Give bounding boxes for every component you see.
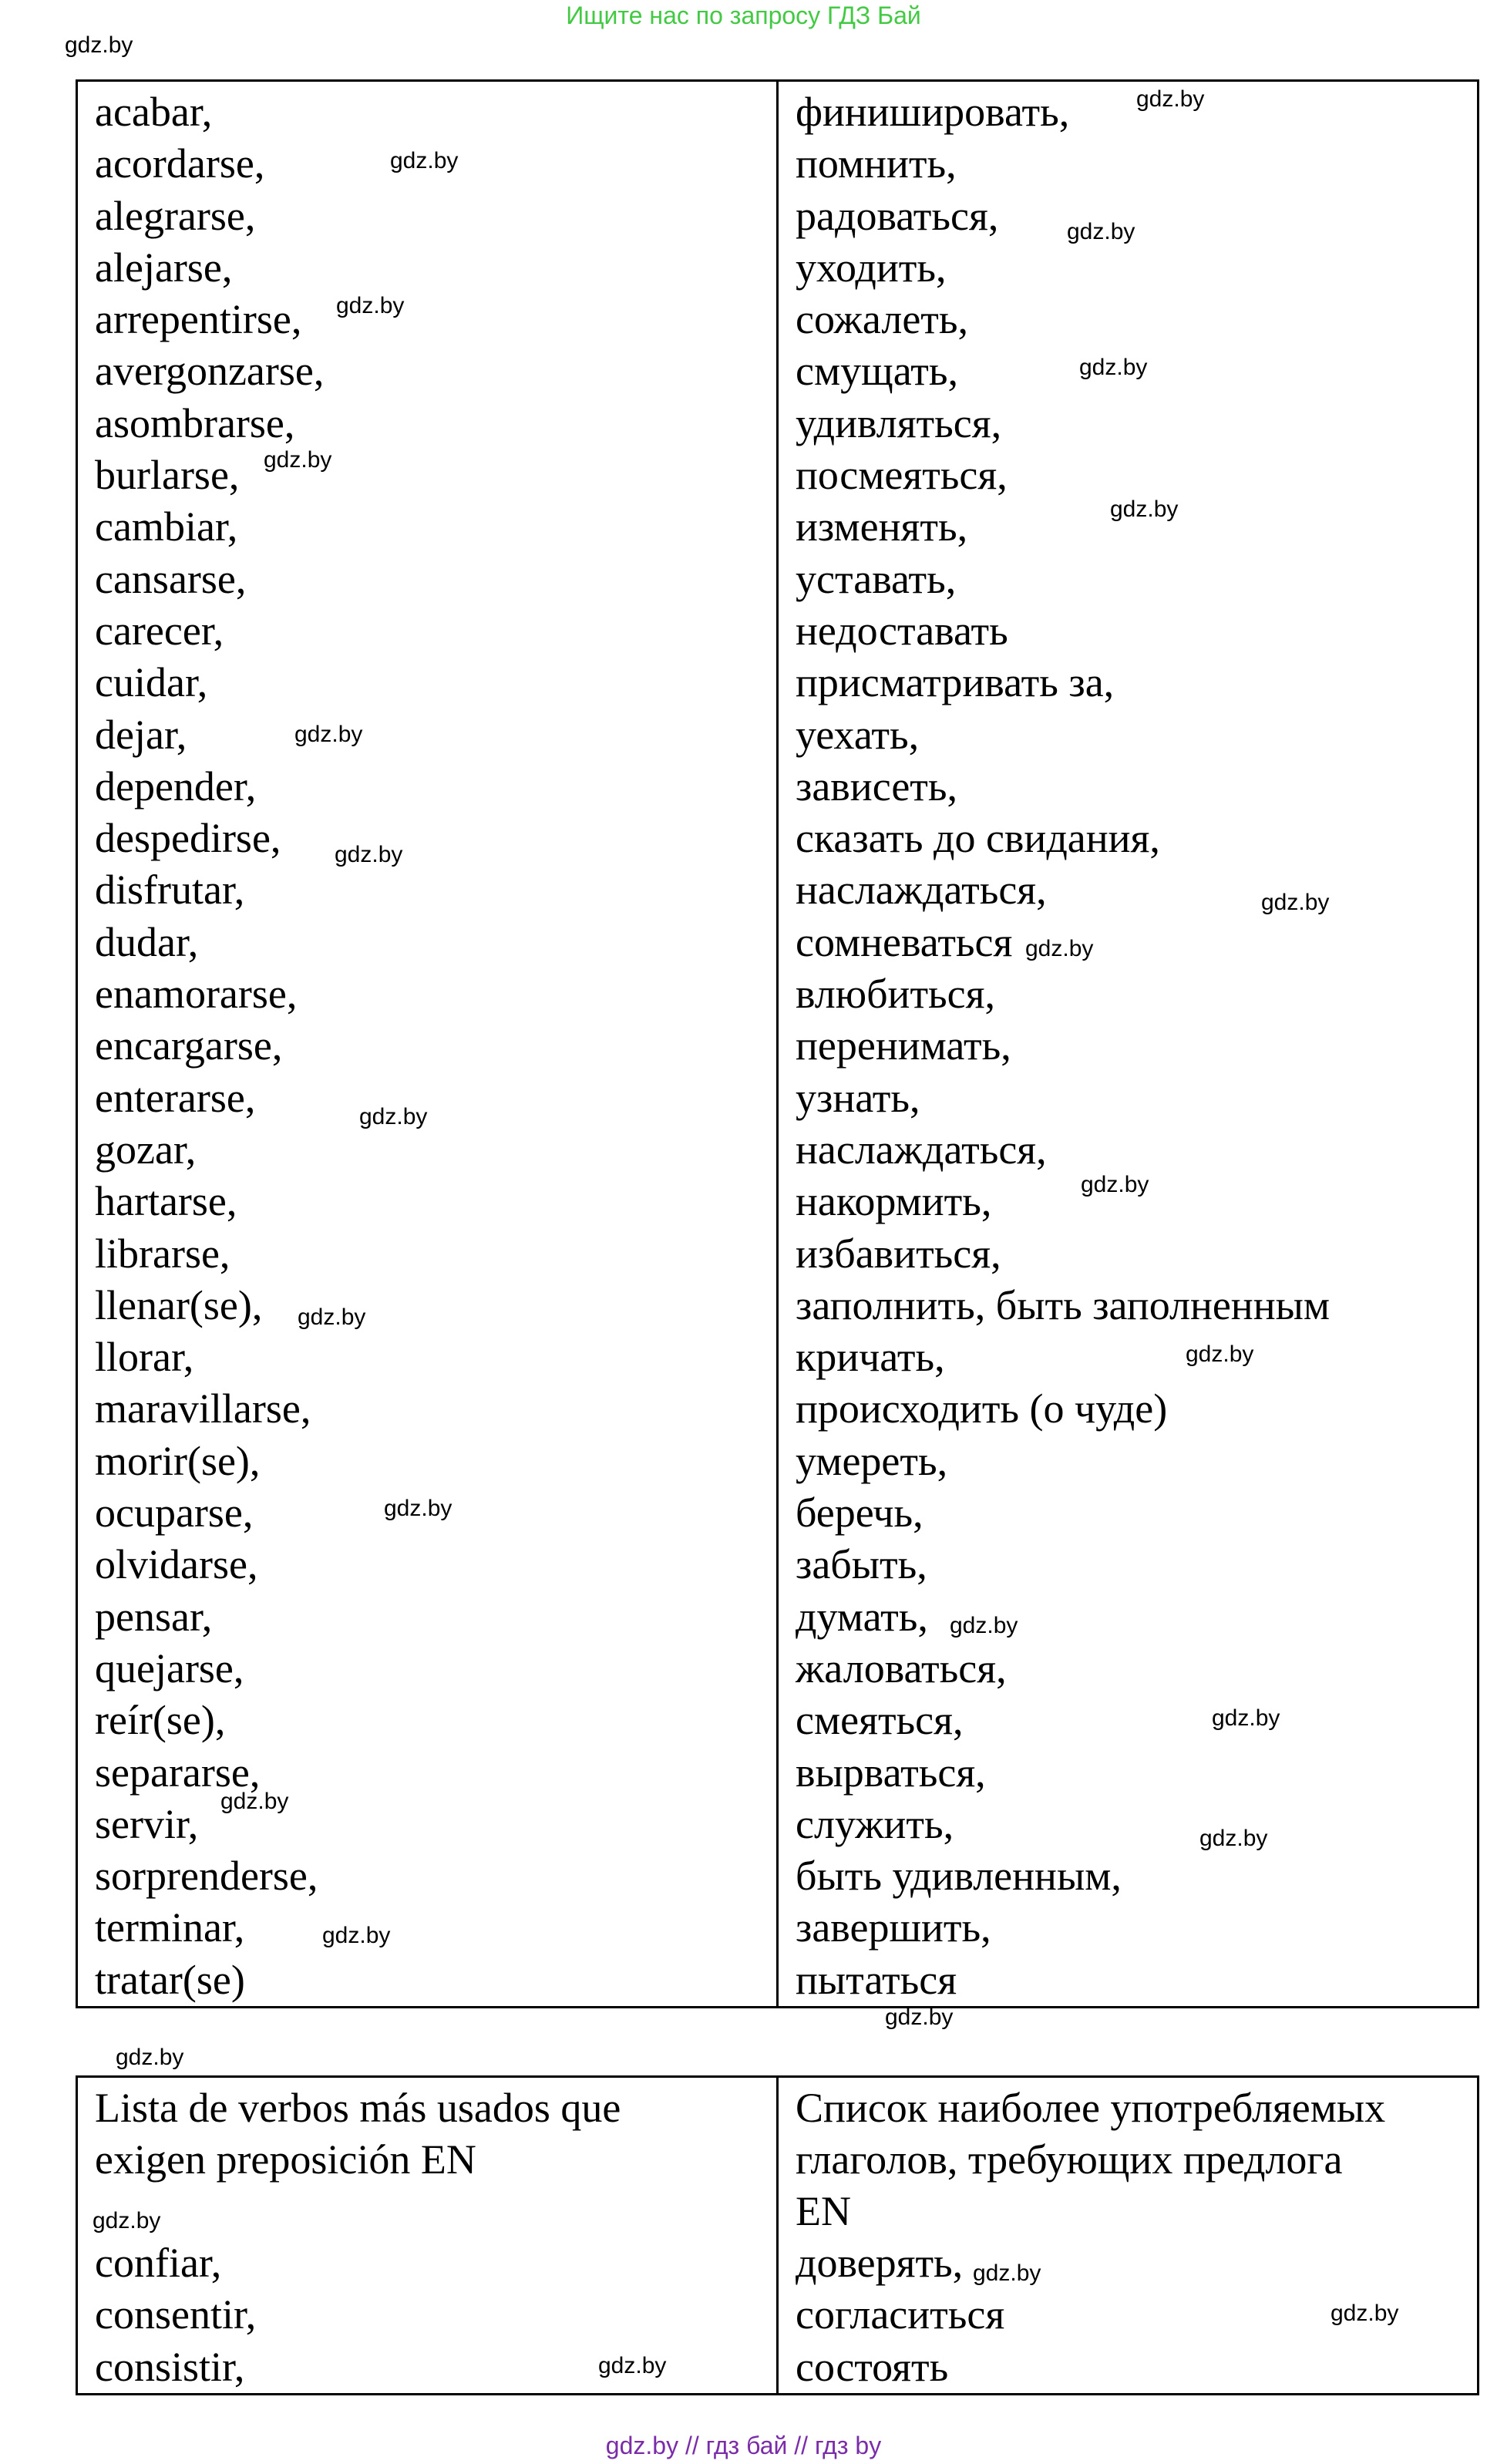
verb-es: cambiar,	[95, 503, 238, 550]
verb-es: morir(se),	[95, 1437, 261, 1484]
verb-ru: доверять,	[796, 2240, 964, 2286]
verb-es: maravillarse,	[95, 1385, 311, 1432]
verb-es: burlarse,	[95, 452, 240, 499]
watermark: gdz.by	[1079, 355, 1148, 380]
verb-ru: накормить,	[796, 1178, 992, 1225]
verb-es: asombrarse,	[95, 399, 295, 446]
verb-es: confiar,	[95, 2240, 222, 2286]
watermark: gdz.by	[336, 293, 405, 318]
verb-es: disfrutar,	[95, 867, 245, 914]
verb-es: dudar,	[95, 918, 199, 965]
verb-es: hartarse,	[95, 1178, 237, 1225]
verb-ru: сомневаться	[796, 918, 1013, 965]
section-heading-line: EN	[796, 2188, 851, 2234]
verb-ru: наслаждаться,	[796, 867, 1047, 914]
watermark: gdz.by	[359, 1104, 428, 1129]
watermark: gdz.by	[384, 1496, 452, 1521]
verb-es: terminar,	[95, 1904, 245, 1951]
section-heading-line: глаголов, требующих предлога	[796, 2136, 1343, 2183]
verb-ru: удивляться,	[796, 399, 1002, 446]
verb-ru: изменять,	[796, 503, 968, 550]
verb-es: acordarse,	[95, 140, 265, 187]
verb-ru: помнить,	[796, 140, 957, 187]
verb-ru: перенимать,	[796, 1022, 1011, 1069]
footer-links[interactable]: gdz.by // гдз бай // гдз by	[605, 2432, 882, 2459]
russian-column	[778, 2077, 1479, 2395]
watermark: gdz.by	[1186, 1341, 1254, 1367]
verb-es: pensar,	[95, 1593, 213, 1640]
watermark: gdz.by	[335, 842, 403, 867]
watermark: gdz.by	[1212, 1705, 1280, 1731]
section-heading-line: exigen preposición EN	[95, 2136, 476, 2183]
verb-es: cansarse,	[95, 555, 247, 602]
verb-ru: влюбиться,	[796, 971, 995, 1018]
verb-ru: радоваться,	[796, 192, 999, 239]
verb-es: reír(se),	[95, 1697, 226, 1744]
verb-es: ocuparse,	[95, 1490, 254, 1537]
watermark: gdz.by	[390, 148, 459, 173]
watermark: gdz.by	[1081, 1172, 1149, 1197]
verb-ru: узнать,	[796, 1074, 920, 1121]
verb-es: separarse,	[95, 1749, 261, 1796]
verb-ru: забыть,	[796, 1541, 927, 1588]
watermark: gdz.by	[950, 1613, 1018, 1638]
verb-ru: присматривать за,	[796, 659, 1115, 706]
verb-ru: завершить,	[796, 1904, 991, 1951]
watermark: gdz.by	[1067, 219, 1135, 244]
verb-ru: быть удивленным,	[796, 1853, 1122, 1900]
verb-es: gozar,	[95, 1126, 197, 1173]
watermark: gdz.by	[116, 2045, 184, 2070]
verb-es: depender,	[95, 762, 257, 810]
en-verbs-table	[76, 2075, 1479, 2395]
verb-ru: уехать,	[796, 711, 920, 758]
verb-ru: вырваться,	[796, 1749, 986, 1796]
verb-ru: служить,	[796, 1800, 954, 1847]
section-heading-line: Список наиболее употребляемых	[796, 2085, 1386, 2131]
verb-ru: происходить (о чуде)	[796, 1385, 1168, 1432]
verb-ru: умереть,	[796, 1437, 948, 1484]
verb-ru: уставать,	[796, 555, 957, 602]
watermark: gdz.by	[1136, 86, 1205, 112]
verb-ru: недоставать	[796, 607, 1008, 654]
verb-ru: жаловаться,	[796, 1644, 1007, 1691]
verb-es: olvidarse,	[95, 1541, 258, 1588]
verb-ru: финишировать,	[796, 89, 1070, 135]
verb-ru: уходить,	[796, 244, 947, 291]
watermark: gdz.by	[1110, 497, 1179, 522]
watermark: gdz.by	[220, 1789, 289, 1814]
verb-es: alegrarse,	[95, 192, 256, 239]
verb-es: arrepentirse,	[95, 296, 302, 343]
verb-es: cuidar,	[95, 659, 208, 706]
verb-ru: сказать до свидания,	[796, 815, 1160, 862]
watermark: gdz.by	[322, 1923, 391, 1948]
watermark: gdz.by	[65, 32, 133, 58]
watermark: gdz.by	[264, 447, 332, 473]
watermark: gdz.by	[298, 1304, 366, 1330]
watermark: gdz.by	[1261, 890, 1330, 915]
watermark: gdz.by	[1331, 2301, 1399, 2326]
spanish-column	[77, 81, 778, 2008]
watermark: gdz.by	[973, 2260, 1041, 2286]
verb-ru: состоять	[796, 2343, 949, 2390]
verb-es: despedirse,	[95, 815, 281, 862]
verb-es: enamorarse,	[95, 971, 298, 1018]
section-heading-line: Lista de verbos más usados que	[95, 2085, 621, 2131]
verb-es: enterarse,	[95, 1074, 256, 1121]
verb-ru: пытаться	[796, 1956, 957, 2003]
verb-es: encargarse,	[95, 1022, 283, 1069]
watermark: gdz.by	[1199, 1826, 1268, 1851]
verb-ru: смеяться,	[796, 1697, 964, 1744]
watermark: gdz.by	[294, 722, 363, 747]
verb-ru: наслаждаться,	[796, 1126, 1047, 1173]
verb-ru: посмеяться,	[796, 452, 1008, 499]
verb-es: consentir,	[95, 2291, 257, 2338]
verb-es: llorar,	[95, 1334, 194, 1381]
verb-ru: заполнить, быть заполненным	[796, 1281, 1331, 1328]
verb-ru: беречь,	[796, 1490, 923, 1537]
verb-es: sorprenderse,	[95, 1853, 318, 1900]
watermark: gdz.by	[598, 2353, 667, 2378]
verb-es: llenar(se),	[95, 1281, 263, 1328]
verb-ru: зависеть,	[796, 762, 958, 810]
verb-es: acabar,	[95, 89, 213, 135]
watermark: gdz.by	[885, 2005, 954, 2030]
verb-es: dejar,	[95, 711, 187, 758]
verb-es: alejarse,	[95, 244, 233, 291]
watermark: gdz.by	[1025, 936, 1094, 961]
verb-es: librarse,	[95, 1230, 230, 1277]
search-banner[interactable]: Ищите нас по запросу ГДЗ Бай	[566, 2, 921, 29]
verb-ru: думать,	[796, 1593, 928, 1640]
spanish-column	[77, 2077, 778, 2395]
verb-es: avergonzarse,	[95, 348, 325, 395]
verb-es: carecer,	[95, 607, 224, 654]
verb-es: servir,	[95, 1800, 199, 1847]
verb-ru: смущать,	[796, 348, 959, 395]
verb-ru: сожалеть,	[796, 296, 969, 343]
verb-ru: согласиться	[796, 2291, 1005, 2338]
watermark: gdz.by	[93, 2208, 161, 2233]
verb-es: tratar(se)	[95, 1956, 245, 2003]
verb-es: consistir,	[95, 2343, 245, 2390]
verb-ru: кричать,	[796, 1334, 945, 1381]
verb-es: quejarse,	[95, 1644, 244, 1691]
verb-ru: избавиться,	[796, 1230, 1001, 1277]
